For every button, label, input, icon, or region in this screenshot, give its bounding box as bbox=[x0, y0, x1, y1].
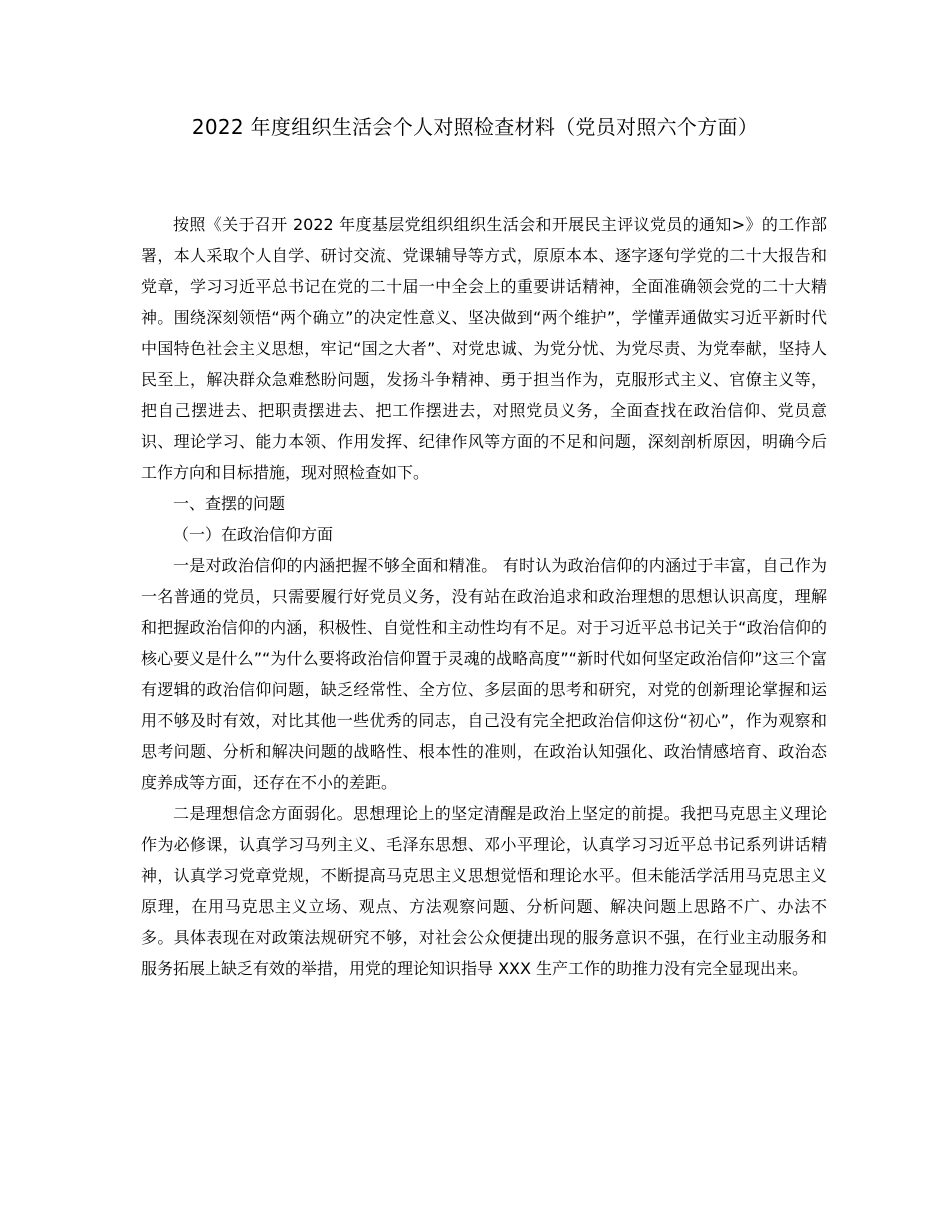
subsection-heading: （一）在政治信仰方面 bbox=[173, 525, 334, 544]
document-body bbox=[141, 209, 827, 984]
problem-paragraph-2: 二是理想信念方面弱化。思想理论上的坚定清醒是政治上坚定的前提。我把马克思主义理论作为必修课，认真学习马列主义、毛泽东思想、邓小平理论，认真学习习近平总书记系列讲话精神，认真学习党章党规，不断提高马克思主义思想觉悟和理论水平。但未能活学活用马克思主义原理，在用马克思主义立场、观点、方法观察问题、分析问题、解决问题上思路不广、办法不多。具体表现在对政策法规研究不够，对社会公众便捷出现的服务意识不强，在行业主动服务和服务拓展上缺乏有效的举措，用党的理论知识指导 XXX 生产工作的助推力没有完全显现出来。 bbox=[141, 804, 827, 978]
intro-paragraph: 按照《关于召开 2022 年度基层党组织组织生活会和开展民主评议党员的通知>》的工作部署，本人采取个人自学、研讨交流、党课辅导等方式，原原本本、逐字逐句学党的二十大报告和党章，学习习近平总书记在党的二十届一中全会上的重要讲话精神，全面准确领会党的二十大精神。围绕深刻领悟“两个确立”的决定性意义、坚决做到“两个维护”，学懂弄通做实习近平新时代中国特色社会主义思想，牢记“国之大者”、对党忠诚、为党分忧、为党尽责、为党奉献，坚持人民至上，解决群众急难愁盼问题，发扬斗争精神、勇于担当作为，克服形式主义、官僚主义等，把自己摆进去、把职责摆进去、把工作摆进去，对照党员义务，全面查找在政治信仰、党员意识、理论学习、能力本领、作用发挥、纪律作风等方面的不足和问题，深刻剖析原因，明确今后工作方向和目标措施，现对照检查如下。 bbox=[141, 215, 827, 482]
section-heading: 一、查摆的问题 bbox=[173, 494, 286, 513]
problem-paragraph-1: 一是对政治信仰的内涵把握不够全面和精准。 有时认为政治信仰的内涵过于丰富，自己作为一名普通的党员，只需要履行好党员义务，没有站在政治追求和政治理想的思想认识高度，理解和把握政治信仰的内涵，积极性、自觉性和主动性均有不足。对于习近平总书记关于“政治信仰的核心要义是什么”“为什么要将政治信仰置于灵魂的战略高度”“新时代如何坚定政治信仰”这三个富有逻辑的政治信仰问题，缺乏经常性、全方位、多层面的思考和研究，对党的创新理论掌握和运用不够及时有效，对比其他一些优秀的同志，自己没有完全把政治信仰这份“初心”，作为观察和思考问题、分析和解决问题的战略性、根本性的准则，在政治认知强化、政治情感培育、政治态度养成等方面，还存在不小的差距。 bbox=[141, 556, 827, 792]
document-title: 2022 年度组织生活会个人对照检查材料（党员对照六个方面） bbox=[191, 115, 759, 139]
